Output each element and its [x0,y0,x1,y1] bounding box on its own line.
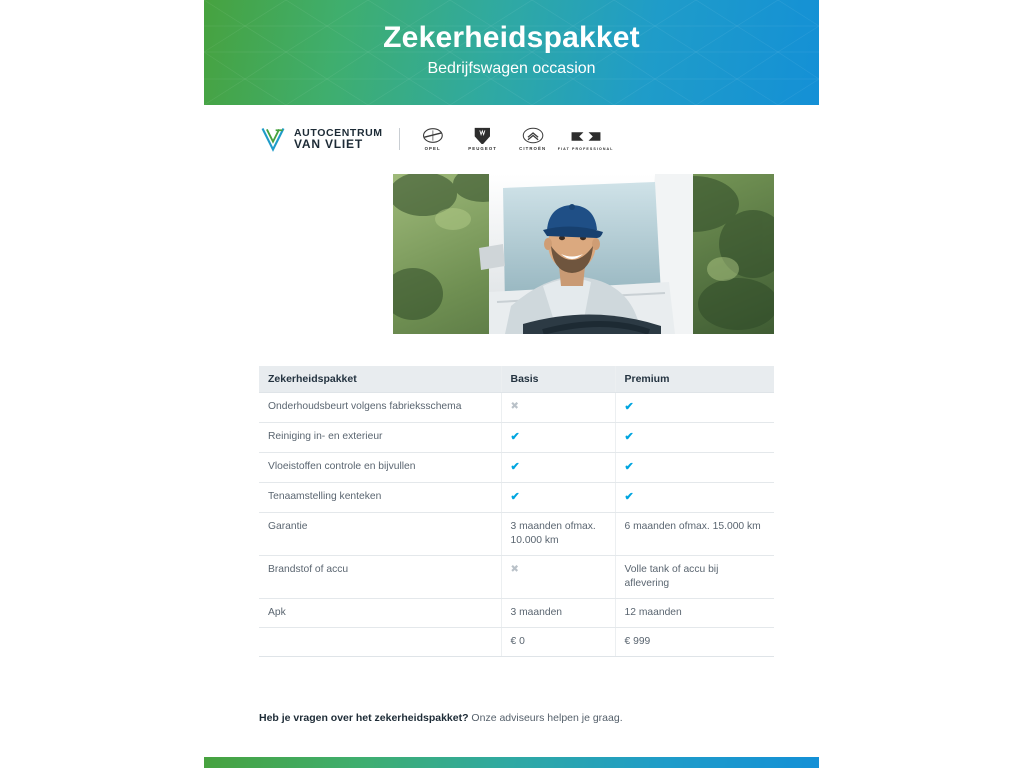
table-row [259,423,774,453]
table-cell-premium-line: Volle tank of accu bij aflevering [624,564,719,589]
brand-divider [399,128,400,150]
table-cell-feature: Apk [259,599,501,628]
table-cell-premium [615,483,774,513]
table-body [259,393,774,657]
table-cell-basis [501,556,615,599]
table-row [259,513,774,556]
package-comparison-table [259,366,774,657]
fiat-professional-logo-icon [569,128,603,145]
table-row [259,556,774,599]
table-cell-basis [501,483,615,513]
cross-icon: ✖ [510,564,519,575]
check-icon: ✔ [510,491,520,503]
table-cell-premium [615,423,774,453]
check-icon: ✔ [510,431,520,443]
header-banner [204,0,819,105]
table-head [259,366,774,393]
table-cell-feature [259,628,501,657]
table-cell-premium [615,628,774,657]
brand-citroen [516,127,550,151]
check-icon: ✔ [624,431,634,443]
footer-question [259,712,623,724]
table-cell-premium-line: 12 maanden [624,607,682,618]
table-cell-feature: Onderhoudsbeurt volgens fabrieksschema [259,393,501,423]
peugeot-logo-icon [473,127,492,144]
check-icon: ✔ [624,491,634,503]
hero-image [393,174,774,334]
table-cell-premium [615,513,774,556]
check-icon: ✔ [510,461,520,473]
check-icon: ✔ [624,461,634,473]
brand-logos [416,127,614,151]
table-row [259,628,774,657]
hero-illustration [393,174,774,334]
table-cell-basis-line: 3 maanden [510,607,563,618]
check-icon: ✔ [624,401,634,413]
dealer-name-line2: VAN VLIET [294,137,363,151]
brand-opel-label: OPEL [424,146,441,151]
table-cell-feature: Reiniging in- en exterieur [259,423,501,453]
brand-fiat-label: FIAT PROFESSIONAL [557,146,614,151]
page-title: Zekerheidspakket [383,21,640,54]
table-row [259,453,774,483]
table-cell-premium [615,453,774,483]
table-cell-feature: Vloeistoffen controle en bijvullen [259,453,501,483]
zekerheidspakket-table [259,366,774,657]
brand-fiat-professional [557,128,614,151]
brand-citroen-label: CITROËN [519,146,547,151]
table-header-basis: Basis [501,366,615,393]
table-row [259,393,774,423]
table-cell-basis [501,513,615,556]
table-cell-basis [501,453,615,483]
table-cell-premium-line: max. 15.000 km [687,521,761,532]
table-cell-feature: Brandstof of accu [259,556,501,599]
table-cell-basis [501,423,615,453]
van-vliet-logo-icon [259,125,287,153]
table-cell-premium [615,393,774,423]
table-header-feature: Zekerheidspakket [259,366,501,393]
table-cell-basis [501,599,615,628]
table-cell-premium [615,599,774,628]
table-header-premium: Premium [615,366,774,393]
brand-opel [416,127,450,151]
table-cell-basis-line: 3 maanden of [510,521,574,532]
cross-icon: ✖ [510,401,519,412]
table-cell-premium-line: 6 maanden of [624,521,688,532]
table-row [259,483,774,513]
brand-peugeot-label: PEUGEOT [468,146,498,151]
table-cell-feature: Garantie [259,513,501,556]
table-cell-basis-line: max. 10.000 km [510,521,596,546]
footer-question-rest: Onze adviseurs helpen je graag. [468,712,623,724]
opel-logo-icon [421,127,445,144]
brand-row [259,122,779,156]
table-cell-premium-line: € 999 [624,636,651,647]
footer-gradient-bar [204,757,819,768]
dealer-name-line1: AUTOCENTRUM [294,127,383,139]
table-cell-basis [501,393,615,423]
table-cell-premium [615,556,774,599]
footer-question-bold: Heb je vragen over het zekerheidspakket? [259,712,469,724]
dealer-name [294,128,383,150]
table-header-row [259,366,774,393]
banner-text-block [204,0,819,80]
table-cell-feature: Tenaamstelling kenteken [259,483,501,513]
table-row [259,599,774,628]
table-cell-basis-line: € 0 [510,636,525,647]
page-subtitle: Bedrijfswagen occasion [427,60,596,77]
table-cell-basis [501,628,615,657]
citroen-logo-icon [522,127,544,144]
brand-peugeot [466,127,500,151]
